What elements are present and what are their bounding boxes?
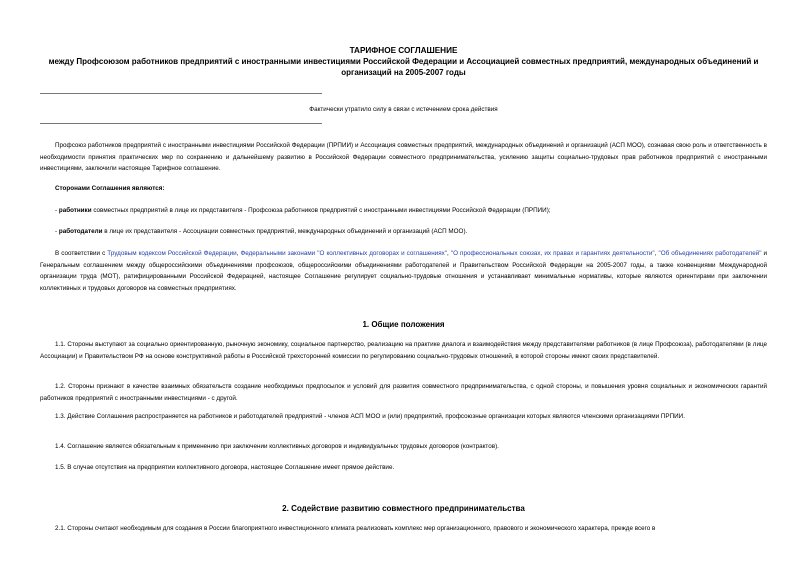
legal-basis-sep2: , [447,250,451,257]
party-workers-text: совместных предприятий в лице их представителя - Профсоюза работников предприятий с иностранными инвестициями Российской Федерации (ПРПИИ); [91,207,551,214]
document-header [40,45,767,78]
document-title: ТАРИФНОЕ СОГЛАШЕНИЕ [349,46,458,55]
party-employers-text: в лице их представителя - Ассоциации совместных предприятий, международных объединений и организаций (АСП МОО). [102,228,468,235]
clause-1-4: 1.4. Соглашение является обязательным к применению при заключении коллективных договоров и индивидуальных трудовых договоров (контрактов). [55,443,499,450]
legal-basis-end: и Генеральным соглашением между общероссийскими объединениями профсоюзов, общероссийскими объединениями работодателей и Правительством Российской Федерации на 2005-2007 годы, а также конвенциями Международной организации труда (МОТ), ратифицированными Российской Федерацией, настоящее Соглашение регулирует социально-трудовые отношения и устанавливает минимальные нормативы, которые являются ориентирами при заключении коллективных и трудовых договоров на совместных предприятиях. [40,250,768,292]
clause-1-1: 1.1. Стороны выступают за социально ориентированную, рыночную экономику, социальное партнерство, реализацию на практике диалога и взаимодействия между представителями работников (в лице Профсоюза), работодателями (в лице Ассоциации) и Правительством РФ на основе конструктивной работы в Российской трехсторонней комиссии по регулированию социально-трудовых отношений, в которой стороны имеют своих представителей. [40,341,767,360]
preamble-intro: Профсоюз работников предприятий с иностранными инвестициями Российской Федерации (ПРПИИ) и Ассоциация совместных предприятий, международных объединений и организаций (АСП МОО), сознавая свою роль и ответственность в необходимости принятия практических мер по сохранению и дальнейшему развитию в Российской Федерации совместного предпринимательства, усилению защиты социально-трудовых прав работников предприятий с иностранными инвестициями, заключили настоящее Тарифное соглашение. [40,142,767,172]
parties-heading: Сторонами Соглашения являются: [55,185,165,192]
clause-2-1: 2.1. Стороны считают необходимым для создания в России благоприятного инвестиционного климата реализовать комплекс мер организационного, правового и экономического характера, прежде всего в [55,525,656,532]
trade-unions-law-link[interactable]: "О профессиональных союзах, их правах и гарантиях деятельности" [450,250,655,257]
legal-basis-sep3: , [654,250,659,257]
clause-1-5: 1.5. В случае отсутствия на предприятии коллективного договора, настоящее Соглашение имеет прямое действие. [55,464,395,471]
party-workers-label: работники [58,207,92,214]
collective-agreements-law-link[interactable]: Федеральными законами "О коллективных договорах и соглашениях" [240,250,448,257]
clause-1-3: 1.3. Действие Соглашения распространяется на работников и работодателей предприятий - членов АСП МОО и (или) предприятий, профсоюзные организации которых являются членскими организациями ПРПИИ. [55,413,685,420]
employers-associations-law-link[interactable]: "Об объединениях работодателей" [658,250,762,257]
section-1-title: 1. Общие положения [362,320,445,329]
status-note: Фактически утратило силу в связи с истечением срока действия [309,106,498,113]
party-employers [40,226,767,238]
party-employers-prefix: - [55,228,59,235]
clause-1-2: 1.2. Стороны признают в качестве взаимных обязательств создание необходимых предпосылок и условий для развития совместного предпринимательства, с одной стороны, и повышения уровня социальных и экономических гарантий работников предприятий с иностранными инвестициями - с другой. [40,383,767,402]
party-workers-prefix: - [55,207,59,214]
legal-basis [40,248,767,294]
legal-basis-start: В соответствии с [55,250,108,257]
section-2-title: 2. Содействие развитию совместного предпринимательства [282,504,525,513]
header-divider [40,93,322,94]
legal-basis-sep1: , [236,250,241,257]
document-subtitle: между Профсоюзом работников предприятий с иностранными инвестициями Российской Федерации и Ассоциацией совместных предприятий, международных объединений и организаций на 2005-2007 годы [48,57,759,77]
party-employers-label: работодатели [58,228,103,235]
status-divider [40,123,322,124]
labor-code-link[interactable]: Трудовым кодексом Российской Федерации [107,250,237,257]
party-workers [40,205,767,217]
